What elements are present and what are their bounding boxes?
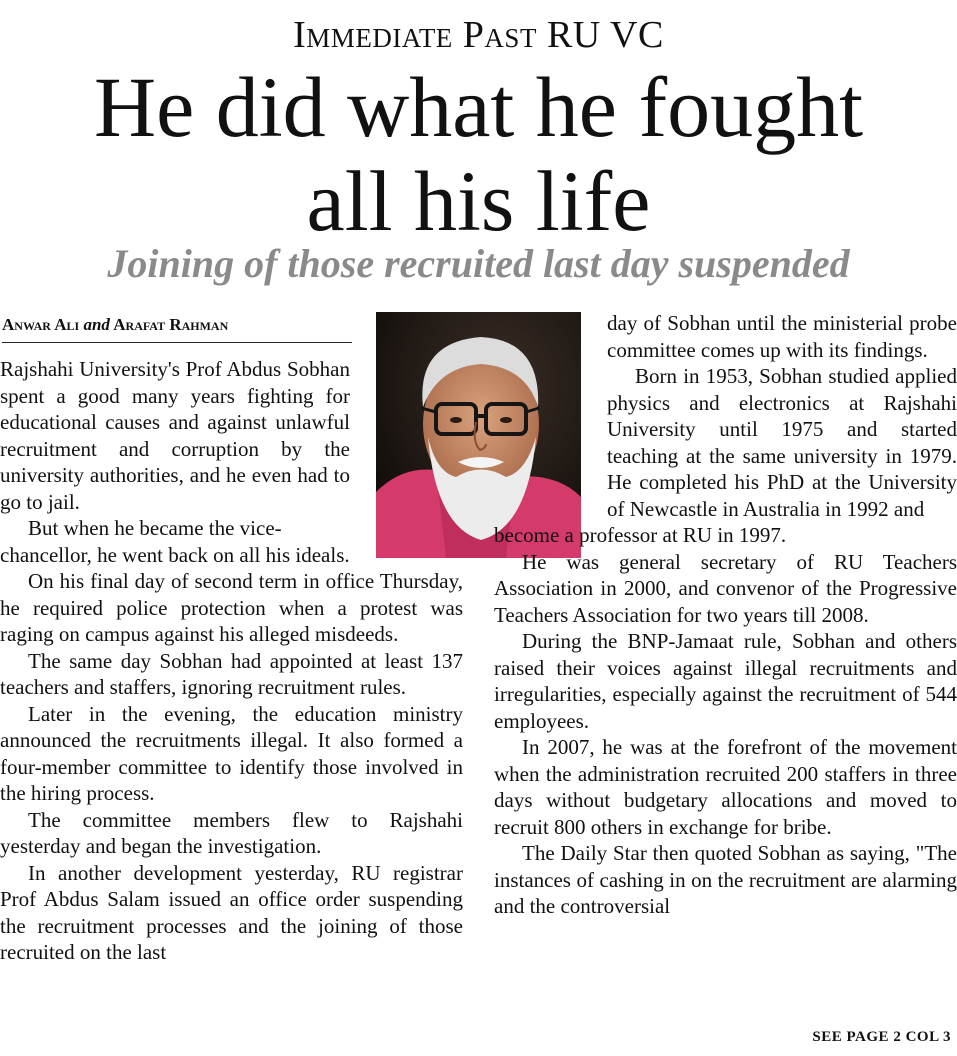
paragraph: On his final day of second term in office Thursday, he required police protection when a protest was raging on campus against his alleged misdeeds.: [0, 569, 463, 646]
column-2: [494, 310, 957, 920]
paragraph-continuation: chancellor, he went back on all his ideals.: [0, 542, 350, 567]
paragraph: The committee members flew to Rajshahi yesterday and began the investigation.: [0, 807, 463, 858]
paragraph-continuation: become a professor at RU in 1997.: [494, 523, 787, 547]
paragraph: He was general secretary of RU Teachers Association in 2000, and convenor of the Progressive Teachers Association for two years till 2008.: [494, 549, 957, 627]
paragraph: Born in 1953, Sobhan studied applied physics and electronics at Rajshahi University until 1975 and started teaching at the same university in 1979. He completed his PhD at the University of Newcastle in Australia in 1992 and: [607, 364, 957, 521]
column-2-upper: [494, 310, 957, 522]
paragraph: During the BNP-Jamaat rule, Sobhan and others raised their voices against illegal recruitments and irregularities, especially against the recruitment of 544 employees.: [494, 629, 957, 733]
column-1-upper: [0, 356, 350, 542]
paragraph: The same day Sobhan had appointed at least 137 teachers and staffers, ignoring recruitment rules.: [0, 648, 463, 699]
headline-line-2: all his life: [306, 153, 651, 249]
paragraph: Rajshahi University's Prof Abdus Sobhan spent a good many years fighting for educational causes and against unlawful recruitment and corruption by the university authorities, and he even had to go to jail.: [0, 357, 350, 514]
paragraph: In 2007, he was at the forefront of the movement when the administration recruited 200 staffers in three days without budgetary allocations and moved to recruit 800 others in exchange for bribe.: [494, 735, 957, 839]
column-1: [0, 356, 463, 966]
kicker: Immediate Past RU VC: [293, 14, 664, 56]
paragraph: Later in the evening, the education ministry announced the recruitments illegal. It also formed a four-member committee to identify those involved in the hiring process.: [0, 701, 463, 805]
author-name: Arafat Rahman: [113, 315, 229, 334]
paragraph: The Daily Star then quoted Sobhan as saying, "The instances of cashing in on the recruitment are alarming and the controversial: [494, 841, 957, 918]
author-name: Anwar Ali: [2, 315, 80, 334]
headline: [0, 60, 957, 248]
headline-line-1: He did what he fought: [93, 59, 864, 155]
paragraph: But when he became the vice-: [28, 516, 282, 540]
byline: [2, 314, 352, 343]
continuation-reference: SEE PAGE 2 COL 3: [812, 1029, 951, 1045]
paragraph: In another development yesterday, RU registrar Prof Abdus Salam issued an office order suspending the recruitment processes and the joining of those recruited on the last: [0, 860, 463, 964]
subheadline: Joining of those recruited last day suspended: [107, 241, 850, 286]
paragraph-continuation: day of Sobhan until the ministerial probe committee comes up with its findings.: [607, 311, 957, 362]
byline-conjunction: and: [83, 315, 110, 334]
